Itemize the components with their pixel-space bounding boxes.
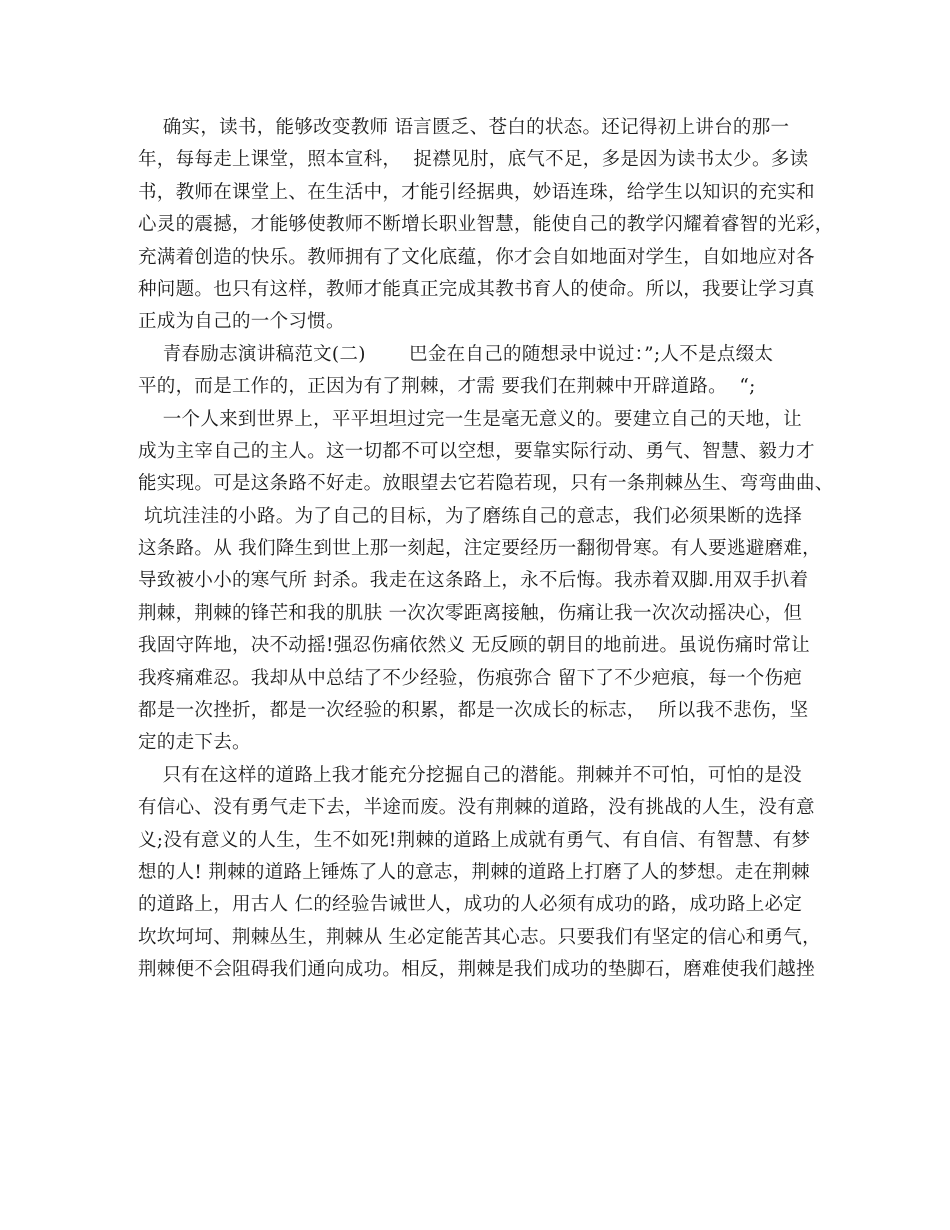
text-line: 种问题。也只有这样，教师才能真正完成其教书育人的使命。所以，我要让学习真: [138, 278, 815, 300]
text-line: 一个人来到世界上，平平坦坦过完一生是毫无意义的。要建立自己的天地，让: [138, 408, 802, 430]
text-line: 成为主宰自己的主人。这一切都不可以空想，要靠实际行动、勇气、智慧、毅力才: [138, 440, 815, 462]
text-line: 义;没有意义的人生，生不如死!荆棘的道路上成就有勇气、有自信、有智慧、有梦: [138, 829, 811, 851]
body-text: [138, 112, 834, 987]
text-line: 荆棘，荆棘的锋芒和我的肌肤 一次次零距离接触，伤痛让我一次次动摇决心，但: [138, 602, 803, 624]
text-line: 只有在这样的道路上我才能充分挖掘自己的潜能。荆棘并不可怕，可怕的是没: [138, 764, 802, 786]
text-line: 心灵的震撼，才能够使教师不断增长职业智慧，能使自己的教学闪耀着睿智的光彩，: [138, 214, 834, 236]
text-line: 荆棘便不会阻碍我们通向成功。相反，荆棘是我们成功的垫脚石，磨难使我们越挫: [138, 959, 815, 981]
text-line: 书，教师在课堂上、在生活中，才能引经据典，妙语连珠，给学生以知识的充实和: [138, 181, 815, 203]
text-line: 都是一次挫折，都是一次经验的积累，都是一次成长的标志， 所以我不悲伤，坚: [138, 700, 809, 722]
text-line: 有信心、没有勇气走下去，半途而废。没有荆棘的道路，没有挑战的人生，没有意: [138, 797, 815, 819]
text-line: 我疼痛难忍。我却从中总结了不少经验，伤痕弥合 留下了不少疤痕，每一个伤疤: [138, 667, 803, 689]
text-line: 定的走下去。: [138, 732, 251, 754]
text-line: 正成为自己的一个习惯。: [138, 311, 345, 333]
text-line: 坎坎坷坷、荆棘丛生，荆棘从 生必定能苦其心志。只要我们有坚定的信心和勇气，: [138, 926, 821, 948]
text-line: 年，每每走上课堂，照本宣科， 捉襟见肘，底气不足，多是因为读书太少。多读: [138, 149, 809, 171]
text-line: 确实，读书，能够改变教师 语言匮乏、苍白的状态。还记得初上讲台的那一: [138, 117, 790, 138]
text-line: 青春励志演讲稿范文(二) 巴金在自己的随想录中说过：”;人不是点缀太: [138, 343, 774, 365]
text-line: 能实现。可是这条路不好走。放眼望去它若隐若现，只有一条荆棘丛生、弯弯曲曲、: [138, 473, 834, 495]
text-line: 导致被小小的寒气所 封杀。我走在这条路上，永不后悔。我赤着双脚.用双手扒着: [138, 570, 809, 592]
text-line: 平的，而是工作的，正因为有了荆棘，才需 要我们在荆棘中开辟道路。 “;: [138, 376, 756, 398]
text-line: 的道路上，用古人 仁的经验告诫世人，成功的人必须有成功的路，成功路上必定: [138, 894, 803, 916]
text-line: 这条路。从 我们降生到世上那一刻起，注定要经历一翻彻骨寒。有人要逃避磨难，: [138, 538, 821, 560]
text-line: 坑坑洼洼的小路。为了自己的目标，为了磨练自己的意志，我们必须果断的选择: [138, 505, 803, 527]
text-line: 想的人! 荆棘的道路上锤炼了人的意志，荆棘的道路上打磨了人的梦想。走在荆棘: [138, 861, 810, 883]
text-line: 充满着创造的快乐。教师拥有了文化底蕴，你才会自如地面对学生，自如地应对各: [138, 246, 815, 268]
text-line: 我固守阵地，决不动摇!强忍伤痛依然义 无反顾的朝目的地前进。虽说伤痛时常让: [138, 635, 810, 657]
